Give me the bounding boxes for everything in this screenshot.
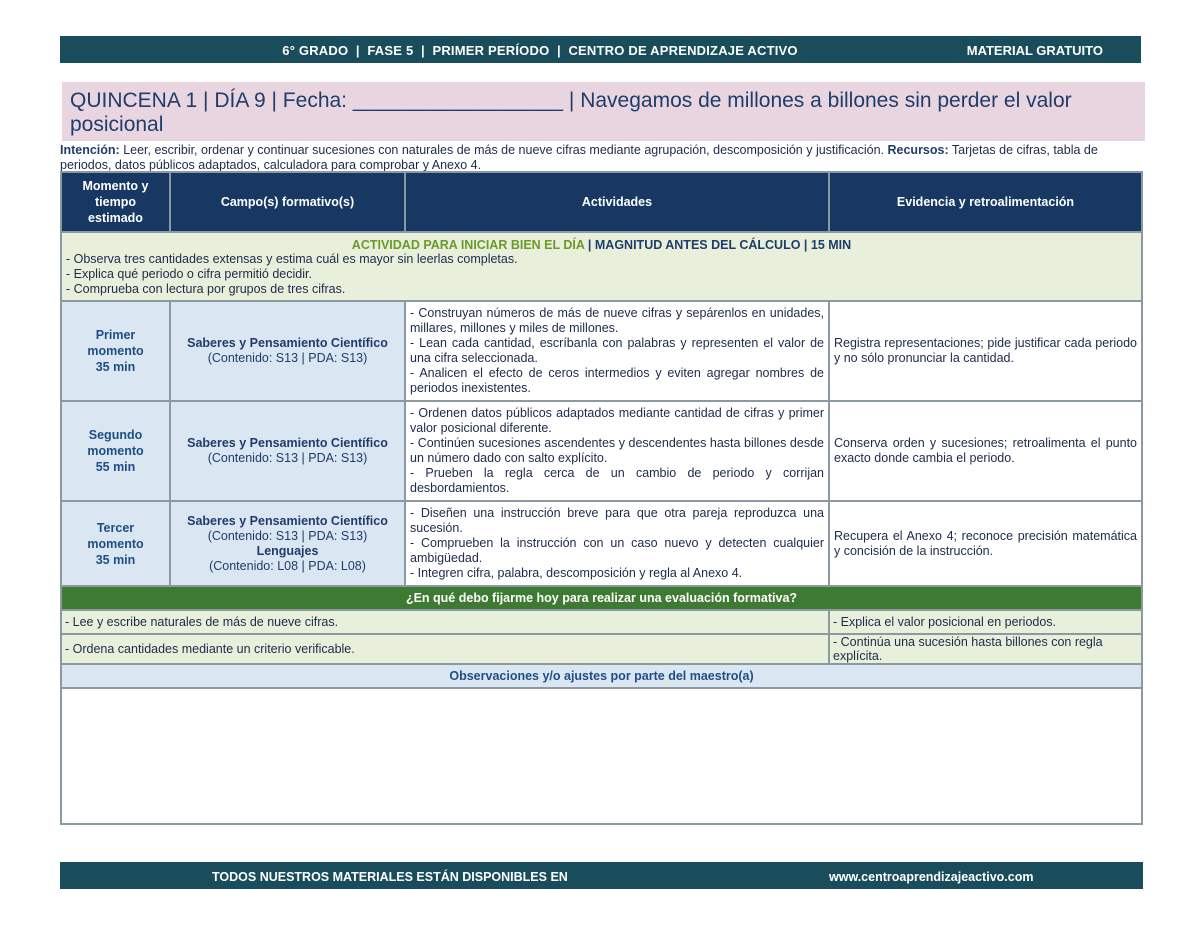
activity-item: - Ordenen datos públicos adaptados mediante cantidad de cifras y primer valor posicional diferente.: [410, 406, 824, 435]
footer-bar: [60, 862, 1143, 889]
observations-header-row: [61, 664, 1142, 688]
evaluation-item: - Continúa una sucesión hasta billones con regla explícita.: [829, 634, 1142, 664]
warmup-line: - Explica qué periodo o cifra permitió decidir.: [66, 267, 312, 281]
resources-text: Tarjetas de cifras, tabla de periodos, datos públicos adaptados, calculadora para comprobar y Anexo 4.: [60, 143, 1098, 172]
plan-table: [60, 171, 1143, 825]
evaluation-row: [61, 610, 1142, 634]
observations-row: [61, 688, 1142, 824]
moment-time: 35 min: [95, 360, 136, 374]
warmup-title: ACTIVIDAD PARA INICIAR BIEN EL DÍA: [351, 238, 585, 252]
campo-content: (Contenido: S13 | PDA: S13): [207, 528, 368, 543]
table-header-row: [61, 172, 1142, 232]
evidence-cell: Recupera el Anexo 4; reconoce precisión matemática y concisión de la instrucción.: [829, 501, 1142, 586]
warmup-line: - Observa tres cantidades extensas y estima cuál es mayor sin leerlas completas.: [66, 252, 518, 266]
moment-label: [61, 501, 170, 586]
moment-row-3: [61, 501, 1142, 586]
observations-title: Observaciones y/o ajustes por parte del maestro(a): [61, 664, 1142, 688]
activity-item: - Comprueben la instrucción con un caso nuevo y detecten cualquier ambigüedad.: [410, 536, 824, 565]
intent-text: Leer, escribir, ordenar y continuar sucesiones con naturales de más de nueve cifras mediante agrupación, descomposición y justificación.: [119, 143, 888, 157]
footer-website-link[interactable]: www.centroaprendizajeactivo.com: [829, 870, 1034, 884]
warmup-cell: [61, 232, 1142, 301]
evaluation-header-row: [61, 586, 1142, 610]
warmup-subtitle: | MAGNITUD ANTES DEL CÁLCULO | 15 MIN: [584, 238, 852, 252]
page-title: QUINCENA 1 | DÍA 9 | Fecha: __________________ | Navegamos de millones a billones sin perder el valor posicional: [70, 89, 1072, 136]
activity-item: - Continúen sucesiones ascendentes y descendentes hasta billones desde un número dado con salto explícito.: [410, 436, 824, 465]
moment-label: [61, 301, 170, 401]
activity-item: - Prueben la regla cerca de un cambio de periodo y corrijan desbordamientos.: [410, 466, 824, 495]
activity-item: - Construyan números de más de nueve cifras y sepárenlos en unidades, millares, millones y miles de millones.: [410, 306, 824, 335]
activity-item: - Analicen el efecto de ceros intermedios y eviten agregar nombres de periodos inexistentes.: [410, 366, 824, 395]
campo-content-2: (Contenido: L08 | PDA: L08): [209, 558, 366, 573]
evaluation-item: - Lee y escribe naturales de más de nueve cifras.: [61, 610, 405, 634]
campo-content: (Contenido: S13 | PDA: S13): [207, 451, 368, 465]
activities-cell: [405, 501, 829, 586]
activity-item: - Integren cifra, palabra, descomposición y regla al Anexo 4.: [410, 566, 743, 580]
campo-cell: [170, 401, 405, 501]
header-activities: Actividades: [405, 172, 829, 232]
title-band: [62, 82, 1145, 141]
observations-area[interactable]: [61, 688, 1142, 824]
moment-name: Tercer: [96, 520, 135, 535]
evidence-cell: Registra representaciones; pide justificar cada periodo y no sólo pronunciar la cantidad.: [829, 301, 1142, 401]
header-title: 6° GRADO | FASE 5 | PRIMER PERÍODO | CENTRO DE APRENDIZAJE ACTIVO: [282, 43, 798, 58]
evaluation-spacer: [405, 610, 829, 634]
evaluation-spacer: [405, 634, 829, 664]
warmup-row: [61, 232, 1142, 301]
activity-item: - Diseñen una instrucción breve para que otra pareja reproduzca una sucesión.: [410, 506, 824, 535]
header-free-material: MATERIAL GRATUITO: [966, 43, 1103, 58]
activities-cell: [405, 401, 829, 501]
campo-title: Saberes y Pensamiento Científico: [187, 513, 388, 528]
warmup-line: - Comprueba con lectura por grupos de tres cifras.: [66, 282, 346, 296]
campo-cell: [170, 501, 405, 586]
warmup-body: [62, 252, 1141, 300]
evaluation-item: - Ordena cantidades mediante un criterio verificable.: [61, 634, 405, 664]
evidence-cell: Conserva orden y sucesiones; retroalimenta el punto exacto donde cambia el periodo.: [829, 401, 1142, 501]
campo-title: Saberes y Pensamiento Científico: [187, 336, 388, 350]
resources-label: Recursos:: [887, 143, 949, 157]
moment-row-2: [61, 401, 1142, 501]
campo-title: Saberes y Pensamiento Científico: [187, 436, 388, 450]
footer-text: TODOS NUESTROS MATERIALES ESTÁN DISPONIBLES EN: [212, 870, 568, 884]
evaluation-item: - Explica el valor posicional en periodos.: [829, 610, 1142, 634]
moment-word: momento: [87, 444, 144, 458]
campo-title-2: Lenguajes: [256, 543, 319, 558]
moment-label: [61, 401, 170, 501]
moment-time: 55 min: [95, 460, 136, 474]
warmup-heading: [62, 233, 1141, 252]
moment-word: momento: [87, 536, 144, 551]
moment-word: momento: [87, 344, 144, 358]
moment-row-1: [61, 301, 1142, 401]
moment-name: Segundo: [88, 428, 143, 442]
header-bar: [60, 36, 1141, 63]
intent-paragraph: [60, 143, 1142, 173]
moment-time: 35 min: [95, 552, 136, 567]
activities-cell: [405, 301, 829, 401]
header-campo: Campo(s) formativo(s): [170, 172, 405, 232]
campo-cell: [170, 301, 405, 401]
evaluation-row: [61, 634, 1142, 664]
header-moment: Momento y tiempo estimado: [61, 172, 170, 232]
campo-content: (Contenido: S13 | PDA: S13): [207, 351, 368, 365]
moment-name: Primer: [95, 328, 136, 342]
intent-label: Intención:: [60, 143, 120, 157]
evaluation-title: ¿En qué debo fijarme hoy para realizar una evaluación formativa?: [61, 586, 1142, 610]
header-evidence: Evidencia y retroalimentación: [829, 172, 1142, 232]
activity-item: - Lean cada cantidad, escríbanla con palabras y representen el valor de una cifra seleccionada.: [410, 336, 824, 365]
